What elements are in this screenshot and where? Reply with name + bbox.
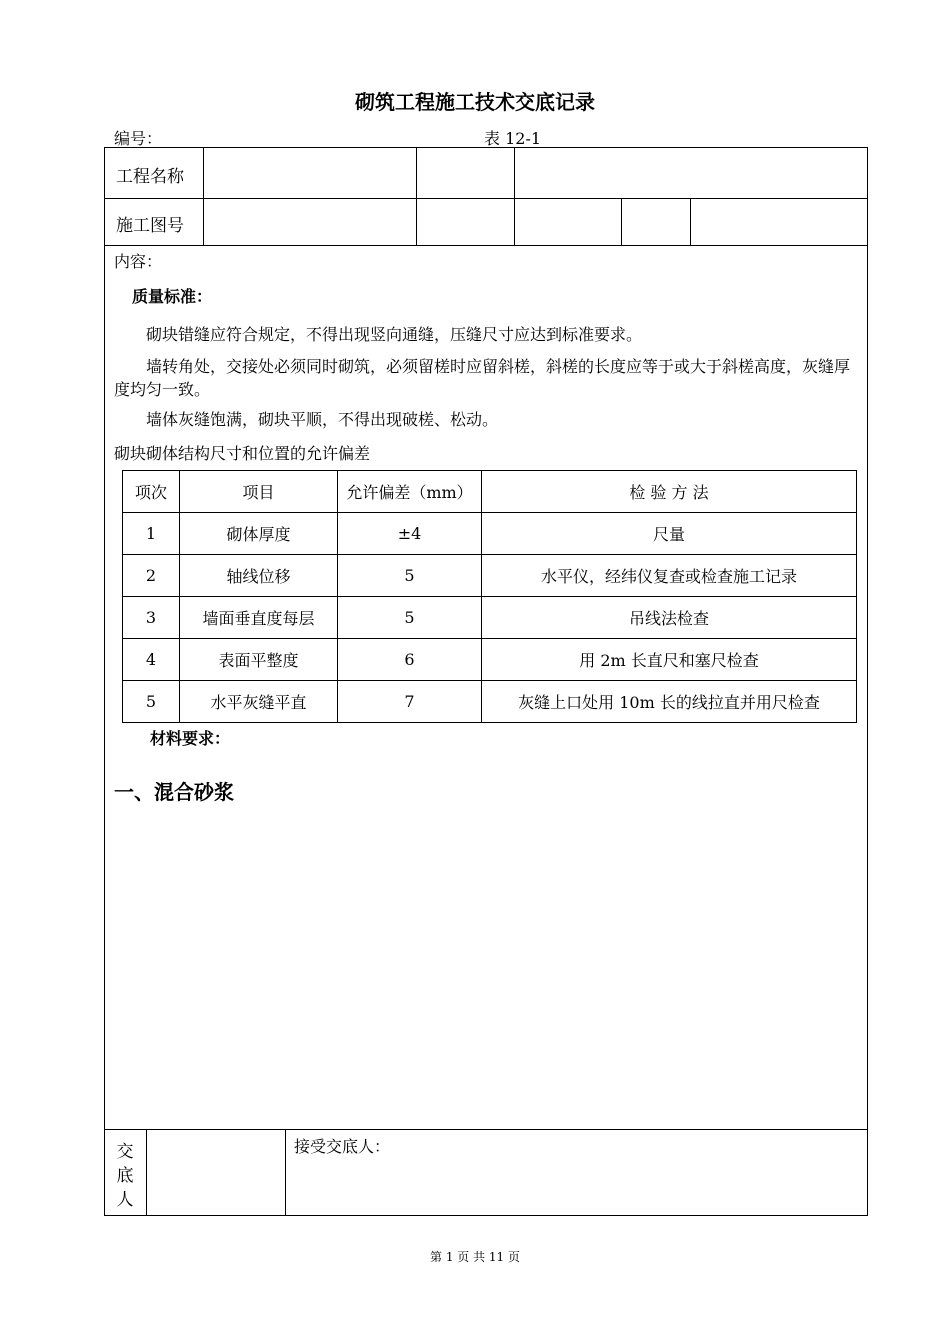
divider xyxy=(416,147,417,245)
form-number: 表 12-1 xyxy=(484,129,542,148)
quality-paragraph: 墙体灰缝饱满，砌块平顺，不得出现破槎、松动。 xyxy=(146,410,499,429)
page-footer: 第 1 页 共 11 页 xyxy=(430,1250,520,1264)
drawing-number-field[interactable] xyxy=(204,199,416,245)
table-cell: 墙面垂直度每层 xyxy=(180,597,338,639)
discloser-label-text: 交底人 xyxy=(116,1142,134,1210)
divider xyxy=(514,147,515,245)
table-cell: 5 xyxy=(123,681,180,723)
table-cell: 1 xyxy=(123,513,180,555)
table-cell: 用 2m 长直尺和塞尺检查 xyxy=(482,639,857,681)
content-label: 内容： xyxy=(114,252,163,271)
table-row xyxy=(123,597,857,639)
table-cell: 6 xyxy=(338,639,482,681)
section-heading: 一、混合砂浆 xyxy=(114,780,234,804)
column-header: 检 验 方 法 xyxy=(482,471,857,513)
table-row xyxy=(123,513,857,555)
table-cell: 灰缝上口处用 10m 长的线拉直并用尺检查 xyxy=(482,681,857,723)
material-requirements-heading: 材料要求： xyxy=(150,729,231,748)
table-row xyxy=(123,639,857,681)
divider xyxy=(621,198,622,245)
page-title: 砌筑工程施工技术交底记录 xyxy=(355,90,595,114)
quality-paragraph: 砌块错缝应符合规定，不得出现竖向通缝，压缝尺寸应达到标准要求。 xyxy=(146,325,643,344)
tolerance-table-caption: 砌块砌体结构尺寸和位置的允许偏差 xyxy=(114,444,371,463)
table-row xyxy=(123,681,857,723)
column-header: 项次 xyxy=(123,471,180,513)
table-cell: 吊线法检查 xyxy=(482,597,857,639)
table-cell: 水平仪，经纬仪复查或检查施工记录 xyxy=(482,555,857,597)
quality-standard-heading: 质量标准： xyxy=(132,287,213,306)
table-cell: 4 xyxy=(123,639,180,681)
table-cell: 7 xyxy=(338,681,482,723)
column-header: 项目 xyxy=(180,471,338,513)
divider xyxy=(690,198,691,245)
serial-number-label: 编号： xyxy=(114,129,163,148)
table-cell: 表面平整度 xyxy=(180,639,338,681)
discloser-label xyxy=(104,1130,146,1212)
table-cell: 尺量 xyxy=(482,513,857,555)
table-cell: 水平灰缝平直 xyxy=(180,681,338,723)
table-header-row xyxy=(123,471,857,513)
table-cell: 轴线位移 xyxy=(180,555,338,597)
table-cell: ±4 xyxy=(338,513,482,555)
receiver-label: 接受交底人： xyxy=(294,1137,391,1156)
column-header: 允许偏差（mm） xyxy=(338,471,482,513)
project-name-field[interactable] xyxy=(204,148,416,198)
table-row xyxy=(123,555,857,597)
tolerance-table xyxy=(122,470,857,723)
drawing-number-label: 施工图号 xyxy=(116,216,184,236)
table-cell: 砌体厚度 xyxy=(180,513,338,555)
table-cell: 5 xyxy=(338,555,482,597)
divider xyxy=(104,245,868,246)
table-cell: 2 xyxy=(123,555,180,597)
project-name-label: 工程名称 xyxy=(116,167,184,187)
table-cell: 5 xyxy=(338,597,482,639)
table-cell: 3 xyxy=(123,597,180,639)
discloser-signature-field[interactable] xyxy=(147,1130,285,1216)
receiver-signature-field[interactable] xyxy=(286,1160,866,1215)
quality-paragraph: 墙转角处，交接处必须同时砌筑，必须留槎时应留斜槎，斜槎的长度应等于或大于斜槎高度，灰缝厚度均匀一致。 xyxy=(114,357,851,399)
